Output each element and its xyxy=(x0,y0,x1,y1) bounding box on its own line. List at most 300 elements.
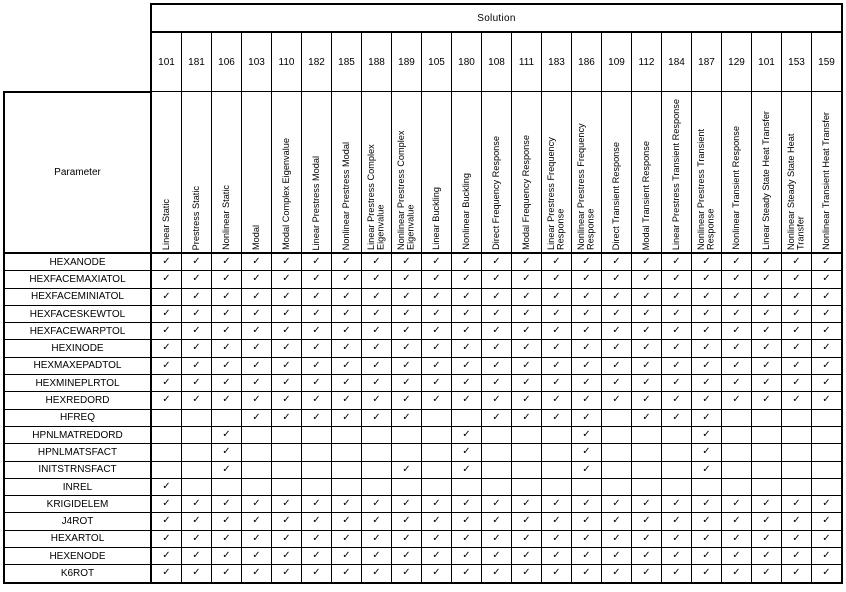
check-icon: ✓ xyxy=(342,567,351,579)
support-check-cell xyxy=(512,340,542,357)
check-icon: ✓ xyxy=(492,567,501,579)
support-check-cell xyxy=(752,357,782,374)
table-row xyxy=(4,565,842,583)
support-check-cell xyxy=(272,305,302,322)
support-check-cell xyxy=(151,357,182,374)
check-icon: ✓ xyxy=(342,273,351,285)
check-icon: ✓ xyxy=(402,463,411,475)
check-icon: ✓ xyxy=(402,307,411,319)
support-empty-cell xyxy=(302,461,332,478)
support-check-cell xyxy=(482,288,512,305)
parameter-name-cell: HEXARTOL xyxy=(4,530,151,547)
check-icon: ✓ xyxy=(762,342,771,354)
check-icon: ✓ xyxy=(732,359,741,371)
check-icon: ✓ xyxy=(702,377,711,389)
support-check-cell xyxy=(182,288,212,305)
support-empty-cell xyxy=(242,478,272,495)
check-icon: ✓ xyxy=(432,567,441,579)
support-check-cell xyxy=(482,253,512,271)
check-icon: ✓ xyxy=(492,273,501,285)
support-empty-cell xyxy=(151,409,182,426)
solution-code-header: 101 xyxy=(752,32,782,92)
support-check-cell xyxy=(212,565,242,583)
check-icon: ✓ xyxy=(192,377,201,389)
support-empty-cell xyxy=(812,461,843,478)
support-check-cell xyxy=(572,357,602,374)
support-empty-cell xyxy=(302,444,332,461)
support-check-cell xyxy=(151,392,182,409)
check-icon: ✓ xyxy=(312,532,321,544)
check-icon: ✓ xyxy=(642,307,651,319)
check-icon: ✓ xyxy=(282,550,291,562)
support-check-cell xyxy=(782,305,812,322)
check-icon: ✓ xyxy=(342,411,351,423)
support-check-cell xyxy=(722,565,752,583)
support-check-cell xyxy=(662,271,692,288)
support-empty-cell xyxy=(242,426,272,443)
support-empty-cell xyxy=(572,478,602,495)
check-icon: ✓ xyxy=(462,359,471,371)
check-icon: ✓ xyxy=(162,342,171,354)
check-icon: ✓ xyxy=(702,290,711,302)
support-check-cell xyxy=(812,323,843,340)
check-icon: ✓ xyxy=(282,377,291,389)
check-icon: ✓ xyxy=(822,359,831,371)
support-check-cell xyxy=(722,530,752,547)
support-check-cell xyxy=(632,305,662,322)
support-check-cell xyxy=(422,340,452,357)
check-icon: ✓ xyxy=(552,325,561,337)
check-icon: ✓ xyxy=(432,342,441,354)
solution-name-label: Nonlinear Prestress Complex Eigenvalue xyxy=(395,130,416,250)
solution-name-header xyxy=(482,92,512,254)
check-icon: ✓ xyxy=(372,498,381,510)
check-icon: ✓ xyxy=(642,342,651,354)
check-icon: ✓ xyxy=(462,446,471,458)
support-empty-cell xyxy=(752,409,782,426)
support-empty-cell xyxy=(752,444,782,461)
check-icon: ✓ xyxy=(792,394,801,406)
support-check-cell xyxy=(782,340,812,357)
solution-code-header: 159 xyxy=(812,32,843,92)
check-icon: ✓ xyxy=(582,325,591,337)
check-icon: ✓ xyxy=(702,307,711,319)
support-check-cell xyxy=(512,392,542,409)
support-check-cell xyxy=(512,513,542,530)
support-empty-cell xyxy=(482,426,512,443)
check-icon: ✓ xyxy=(222,550,231,562)
check-icon: ✓ xyxy=(792,377,801,389)
check-icon: ✓ xyxy=(762,359,771,371)
check-icon: ✓ xyxy=(522,377,531,389)
support-empty-cell xyxy=(812,478,843,495)
support-check-cell xyxy=(542,253,572,271)
support-check-cell xyxy=(212,392,242,409)
solution-name-header xyxy=(392,92,422,254)
check-icon: ✓ xyxy=(312,377,321,389)
support-empty-cell xyxy=(722,444,752,461)
support-check-cell xyxy=(392,357,422,374)
check-icon: ✓ xyxy=(162,532,171,544)
check-icon: ✓ xyxy=(732,273,741,285)
support-check-cell xyxy=(452,530,482,547)
check-icon: ✓ xyxy=(312,256,321,267)
support-check-cell xyxy=(662,409,692,426)
check-icon: ✓ xyxy=(342,515,351,527)
support-check-cell xyxy=(182,357,212,374)
support-check-cell xyxy=(632,496,662,513)
support-check-cell xyxy=(692,409,722,426)
support-check-cell xyxy=(632,323,662,340)
support-check-cell xyxy=(752,530,782,547)
solution-name-header xyxy=(722,92,752,254)
support-check-cell xyxy=(632,513,662,530)
support-empty-cell xyxy=(512,461,542,478)
support-check-cell xyxy=(242,530,272,547)
check-icon: ✓ xyxy=(282,307,291,319)
support-empty-cell xyxy=(212,478,242,495)
check-icon: ✓ xyxy=(792,342,801,354)
solution-name-header xyxy=(151,92,182,254)
check-icon: ✓ xyxy=(402,394,411,406)
check-icon: ✓ xyxy=(372,342,381,354)
check-icon: ✓ xyxy=(522,498,531,510)
support-check-cell xyxy=(151,375,182,392)
solution-name-header xyxy=(242,92,272,254)
solution-code-header: 183 xyxy=(542,32,572,92)
check-icon: ✓ xyxy=(342,256,351,267)
check-icon: ✓ xyxy=(252,359,261,371)
support-check-cell xyxy=(542,565,572,583)
check-icon: ✓ xyxy=(192,273,201,285)
support-check-cell xyxy=(512,253,542,271)
support-check-cell xyxy=(752,375,782,392)
support-check-cell xyxy=(182,305,212,322)
check-icon: ✓ xyxy=(762,325,771,337)
support-check-cell xyxy=(212,271,242,288)
support-check-cell xyxy=(392,530,422,547)
support-check-cell xyxy=(482,530,512,547)
check-icon: ✓ xyxy=(732,377,741,389)
support-check-cell xyxy=(812,392,843,409)
solution-code-header: 181 xyxy=(182,32,212,92)
check-icon: ✓ xyxy=(342,498,351,510)
support-check-cell xyxy=(392,288,422,305)
check-icon: ✓ xyxy=(162,307,171,319)
solution-name-label: Linear Static xyxy=(160,198,171,250)
support-check-cell xyxy=(242,409,272,426)
check-icon: ✓ xyxy=(252,377,261,389)
support-check-cell xyxy=(392,323,422,340)
check-icon: ✓ xyxy=(822,273,831,285)
support-check-cell xyxy=(782,392,812,409)
support-check-cell xyxy=(422,357,452,374)
support-check-cell xyxy=(602,392,632,409)
check-icon: ✓ xyxy=(732,532,741,544)
check-icon: ✓ xyxy=(432,359,441,371)
check-icon: ✓ xyxy=(492,290,501,302)
check-icon: ✓ xyxy=(282,273,291,285)
check-icon: ✓ xyxy=(552,550,561,562)
support-check-cell xyxy=(722,253,752,271)
support-check-cell xyxy=(422,513,452,530)
check-icon: ✓ xyxy=(822,394,831,406)
check-icon: ✓ xyxy=(522,256,531,267)
support-check-cell xyxy=(602,288,632,305)
table-row xyxy=(4,323,842,340)
support-check-cell xyxy=(602,513,632,530)
parameter-name-cell: K6ROT xyxy=(4,565,151,583)
check-icon: ✓ xyxy=(642,394,651,406)
check-icon: ✓ xyxy=(792,307,801,319)
check-icon: ✓ xyxy=(402,273,411,285)
table-row xyxy=(4,496,842,513)
support-check-cell xyxy=(302,565,332,583)
check-icon: ✓ xyxy=(672,532,681,544)
parameter-name-cell: HPNLMATSFACT xyxy=(4,444,151,461)
support-check-cell xyxy=(452,461,482,478)
check-icon: ✓ xyxy=(702,550,711,562)
support-check-cell xyxy=(332,357,362,374)
check-icon: ✓ xyxy=(462,290,471,302)
check-icon: ✓ xyxy=(162,377,171,389)
support-check-cell xyxy=(482,392,512,409)
solution-code-header: 110 xyxy=(272,32,302,92)
check-icon: ✓ xyxy=(252,256,261,267)
check-icon: ✓ xyxy=(372,515,381,527)
table-row xyxy=(4,271,842,288)
support-check-cell xyxy=(482,496,512,513)
support-check-cell xyxy=(242,392,272,409)
parameter-column-header: Parameter xyxy=(4,92,151,254)
check-icon: ✓ xyxy=(822,256,831,267)
support-check-cell xyxy=(362,392,392,409)
check-icon: ✓ xyxy=(642,411,651,423)
solution-name-header xyxy=(422,92,452,254)
check-icon: ✓ xyxy=(402,550,411,562)
support-empty-cell xyxy=(662,444,692,461)
support-check-cell xyxy=(392,548,422,565)
support-check-cell xyxy=(151,565,182,583)
support-check-cell xyxy=(662,513,692,530)
support-check-cell xyxy=(782,375,812,392)
check-icon: ✓ xyxy=(162,359,171,371)
support-check-cell xyxy=(302,357,332,374)
check-icon: ✓ xyxy=(282,256,291,267)
solution-name-label: Nonlinear Static xyxy=(220,185,231,250)
support-check-cell xyxy=(392,392,422,409)
check-icon: ✓ xyxy=(492,515,501,527)
support-check-cell xyxy=(812,288,843,305)
check-icon: ✓ xyxy=(222,273,231,285)
check-icon: ✓ xyxy=(162,480,171,492)
check-icon: ✓ xyxy=(462,567,471,579)
solution-name-header xyxy=(632,92,662,254)
solution-name-label: Nonlinear Prestress Frequency Response xyxy=(575,123,596,250)
check-icon: ✓ xyxy=(192,567,201,579)
support-check-cell xyxy=(392,513,422,530)
check-icon: ✓ xyxy=(612,498,621,510)
support-check-cell xyxy=(302,288,332,305)
solution-name-header xyxy=(212,92,242,254)
check-icon: ✓ xyxy=(672,394,681,406)
parameter-name-cell: HEXFACEMINIATOL xyxy=(4,288,151,305)
support-empty-cell xyxy=(752,426,782,443)
check-icon: ✓ xyxy=(612,377,621,389)
support-check-cell xyxy=(512,375,542,392)
support-check-cell xyxy=(362,530,392,547)
support-check-cell xyxy=(151,548,182,565)
support-empty-cell xyxy=(752,461,782,478)
support-check-cell xyxy=(392,409,422,426)
support-check-cell xyxy=(422,323,452,340)
support-check-cell xyxy=(722,288,752,305)
check-icon: ✓ xyxy=(192,359,201,371)
check-icon: ✓ xyxy=(282,325,291,337)
support-check-cell xyxy=(452,357,482,374)
support-check-cell xyxy=(362,496,392,513)
support-empty-cell xyxy=(722,426,752,443)
support-empty-cell xyxy=(362,461,392,478)
support-empty-cell xyxy=(602,461,632,478)
solution-name-header xyxy=(302,92,332,254)
support-empty-cell xyxy=(332,426,362,443)
support-check-cell xyxy=(392,305,422,322)
support-empty-cell xyxy=(182,444,212,461)
check-icon: ✓ xyxy=(402,256,411,267)
support-check-cell xyxy=(362,253,392,271)
solution-name-label: Modal Complex Eigenvalue xyxy=(280,138,291,250)
solution-name-header xyxy=(752,92,782,254)
support-check-cell xyxy=(692,253,722,271)
check-icon: ✓ xyxy=(282,342,291,354)
check-icon: ✓ xyxy=(222,498,231,510)
support-empty-cell xyxy=(752,478,782,495)
support-check-cell xyxy=(632,288,662,305)
support-check-cell xyxy=(362,375,392,392)
check-icon: ✓ xyxy=(312,359,321,371)
support-check-cell xyxy=(302,530,332,547)
support-check-cell xyxy=(692,513,722,530)
check-icon: ✓ xyxy=(432,256,441,267)
check-icon: ✓ xyxy=(192,532,201,544)
solution-name-header xyxy=(362,92,392,254)
support-check-cell xyxy=(692,357,722,374)
check-icon: ✓ xyxy=(582,307,591,319)
support-check-cell xyxy=(752,323,782,340)
support-check-cell xyxy=(272,409,302,426)
check-icon: ✓ xyxy=(522,290,531,302)
support-check-cell xyxy=(662,305,692,322)
parameter-name-cell: HFREQ xyxy=(4,409,151,426)
check-icon: ✓ xyxy=(792,359,801,371)
support-check-cell xyxy=(632,565,662,583)
support-check-cell xyxy=(632,530,662,547)
support-check-cell xyxy=(452,340,482,357)
check-icon: ✓ xyxy=(402,532,411,544)
support-empty-cell xyxy=(392,426,422,443)
support-empty-cell xyxy=(272,478,302,495)
support-check-cell xyxy=(302,340,332,357)
check-icon: ✓ xyxy=(312,515,321,527)
check-icon: ✓ xyxy=(582,342,591,354)
support-check-cell xyxy=(512,548,542,565)
check-icon: ✓ xyxy=(642,515,651,527)
support-check-cell xyxy=(692,271,722,288)
support-empty-cell xyxy=(422,444,452,461)
support-empty-cell xyxy=(242,444,272,461)
check-icon: ✓ xyxy=(282,515,291,527)
support-empty-cell xyxy=(602,426,632,443)
support-empty-cell xyxy=(542,444,572,461)
support-empty-cell xyxy=(692,478,722,495)
support-check-cell xyxy=(542,288,572,305)
support-check-cell xyxy=(812,548,843,565)
support-check-cell xyxy=(272,340,302,357)
support-check-cell xyxy=(512,323,542,340)
support-check-cell xyxy=(692,565,722,583)
support-check-cell xyxy=(602,323,632,340)
support-check-cell xyxy=(602,496,632,513)
support-empty-cell xyxy=(422,426,452,443)
support-check-cell xyxy=(452,392,482,409)
support-check-cell xyxy=(512,409,542,426)
support-check-cell xyxy=(182,253,212,271)
support-check-cell xyxy=(182,392,212,409)
check-icon: ✓ xyxy=(252,550,261,562)
check-icon: ✓ xyxy=(192,515,201,527)
support-check-cell xyxy=(452,288,482,305)
check-icon: ✓ xyxy=(222,325,231,337)
check-icon: ✓ xyxy=(192,256,201,267)
check-icon: ✓ xyxy=(192,342,201,354)
support-empty-cell xyxy=(512,444,542,461)
check-icon: ✓ xyxy=(492,377,501,389)
support-check-cell xyxy=(272,253,302,271)
support-empty-cell xyxy=(782,461,812,478)
check-icon: ✓ xyxy=(162,325,171,337)
support-check-cell xyxy=(542,409,572,426)
support-check-cell xyxy=(422,548,452,565)
solution-name-label: Linear Steady State Heat Transfer xyxy=(760,111,771,250)
support-check-cell xyxy=(602,375,632,392)
check-icon: ✓ xyxy=(672,290,681,302)
check-icon: ✓ xyxy=(582,463,591,475)
check-icon: ✓ xyxy=(312,498,321,510)
check-icon: ✓ xyxy=(642,498,651,510)
support-empty-cell xyxy=(662,478,692,495)
support-empty-cell xyxy=(512,426,542,443)
support-check-cell xyxy=(722,513,752,530)
support-check-cell xyxy=(182,323,212,340)
support-check-cell xyxy=(452,375,482,392)
support-check-cell xyxy=(632,375,662,392)
support-check-cell xyxy=(212,513,242,530)
check-icon: ✓ xyxy=(222,394,231,406)
support-check-cell xyxy=(422,305,452,322)
check-icon: ✓ xyxy=(402,567,411,579)
check-icon: ✓ xyxy=(522,550,531,562)
check-icon: ✓ xyxy=(402,498,411,510)
support-check-cell xyxy=(151,253,182,271)
support-empty-cell xyxy=(332,461,362,478)
check-icon: ✓ xyxy=(762,567,771,579)
check-icon: ✓ xyxy=(552,515,561,527)
support-check-cell xyxy=(572,271,602,288)
support-empty-cell xyxy=(782,444,812,461)
support-check-cell xyxy=(752,288,782,305)
support-check-cell xyxy=(332,305,362,322)
